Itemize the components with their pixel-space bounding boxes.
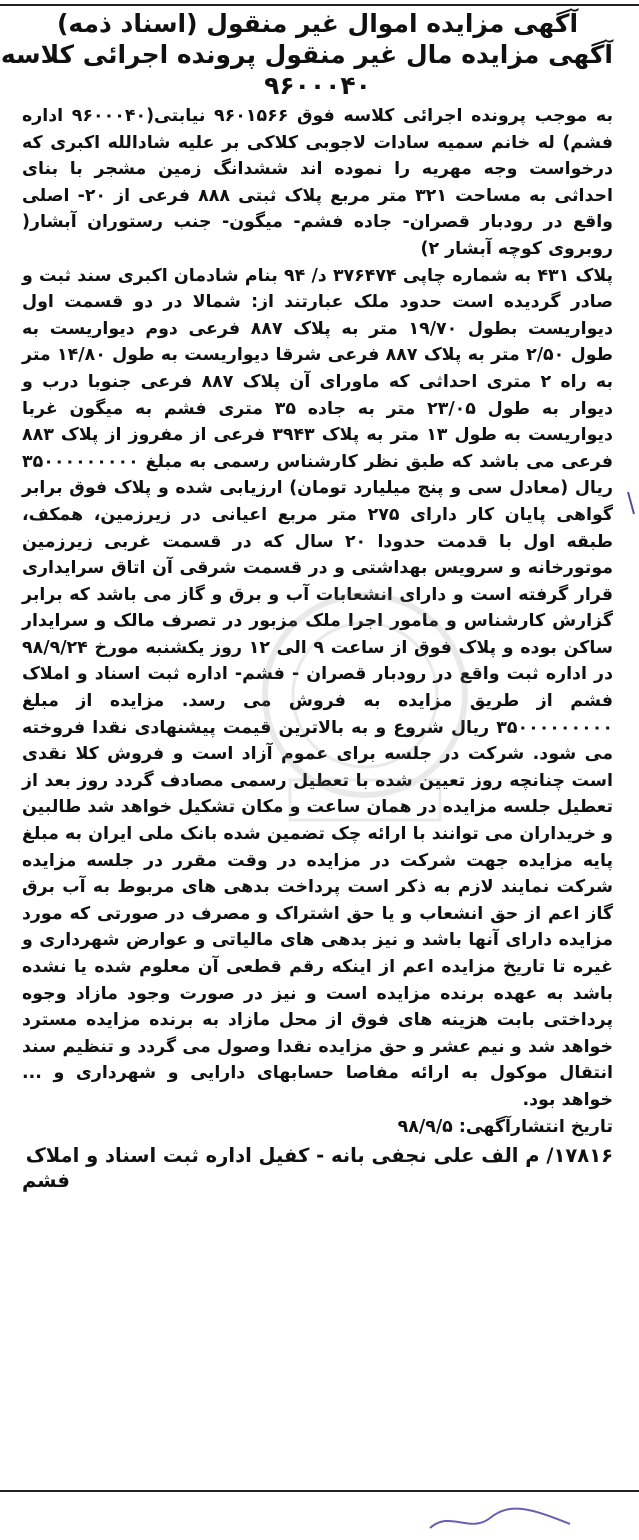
body-paragraph-1: به موجب پرونده اجرائی کلاسه فوق ۹۶۰۱۵۶۶ نیابتی(۹۶۰۰۰۴۰ اداره فشم) له خانم سمیه سادات لاجوبی کلاکی بر علیه شادالله اکبری که درخواست وجه مهریه را نموده اند ششدانگ زمین مشجر با بنای احداثی به مساحت ۳۲۱ متر مربع پلاک ثبتی ۸۸۸ فرعی از ۲۰- اصلی واقع در رودبار قصران- جاده فشم- میگون- جنب رستوران آبشار( روبروی کوچه آبشار ۲) <box>22 106 614 259</box>
body-paragraph-2: پلاک ۴۳۱ به شماره چاپی ۳۷۶۴۷۴ د/ ۹۴ بنام شادمان اکبری سند ثبت و صادر گردیده است حدود ملک عبارتند از: شمالا در دو قسمت اول دیواریست بطول ۱۹/۷۰ متر به پلاک ۸۸۷ فرعی دوم دیواریست به طول ۲/۵۰ متر به پلاک ۸۸۷ فرعی شرقا دیواریست به طول ۱۴/۸۰ متر به راه ۲ متری احداثی که ماورای آن پلاک ۸۸۷ فرعی جنوبا درب و دیوار به طول ۲۳/۰۵ متر به جاده ۳۵ متری فشم به میگون غربا دیواریست به طول ۱۳ متر به پلاک ۳۹۴۳ فرعی از مفروز از پلاک ۸۸۳ فرعی می باشد که طبق نظر کارشناس رسمی به مبلغ ۳۵۰۰۰۰۰۰۰۰۰ ریال (معادل سی و پنج میلیارد تومان) ارزیابی شده و پلاک فوق برابر گواهی پایان کار دارای ۲۷۵ متر مربع اعیانی در زیرزمین، همکف، طبقه اول با قدمت حدودا ۲۰ سال که در قسمت غربی زیرزمین موتورخانه و سرویس بهداشتی و در قسمت شرقی آن اتاق سرایداری قرار گرفته است و دارای انشعابات آب و برق و گاز می باشد که برابر گزارش کارشناس و مامور اجرا ملک مزبور در تصرف مالک و سرایدار ساکن بوده و پلاک فوق از ساعت ۹ الی ۱۲ روز یکشنبه مورخ ۹۸/۹/۲۴ در اداره ثبت واقع در رودبار قصران - فشم- اداره ثبت اسناد و املاک فشم از طریق مزایده به فروش می رسد. مزایده از مبلغ ۳۵۰۰۰۰۰۰۰۰۰ ریال شروع و به بالاترین قیمت پیشنهادی نقدا فروخته می شود. شرکت در جلسه برای عموم آزاد است و فروش کلا نقدی است چنانچه روز تعیین شده با تعطیل رسمی مصادف گردد روز بعد از تعطیل جلسه مزایده در همان ساعت و مکان تشکیل خواهد شد طالبین و خریداران می توانند با ارائه چک تضمین شده بانک ملی ایران به مبلغ پایه مزایده جهت شرکت در مزایده در وقت مقرر در جلسه مزایده شرکت نمایند لازم به ذکر است پرداخت بدهی های مربوط به آب برق گاز اعم از حق انشعاب و یا حق اشتراک و مصرف در صورتی که مورد مزایده دارای آنها باشد و نیز بدهی های مالیاتی و عوارض شهرداری و غیره تا تاریخ مزایده اعم از اینکه رقم قطعی آن معلوم شده یا نشده باشد به عهده برنده مزایده است و نیز در صورت وجود مازاد وجوه پرداختی بابت هزینه های فوق از محل مازاد به برنده مزایده مسترد خواهد شد و نیم عشر و حق مزایده نقدا وصول می گردد و تنظیم سند انتقال موکول به ارائه مفاصا حسابهای دارایی و شهرداری و ... خواهد بود. <box>22 265 614 1110</box>
signature-line: ۱۷۸۱۶/ م الف علی نجفی بانه - کفیل اداره ثبت اسناد و املاک <box>25 1144 613 1168</box>
handwriting-scribble-icon <box>420 1500 580 1538</box>
bottom-divider <box>0 1490 639 1492</box>
title-line-3: ۹۶۰۰۰۴۰ <box>264 71 371 100</box>
title-line-1: آگهی مزایده اموال غیر منقول (اسناد ذمه) <box>56 9 579 38</box>
title-line-2: آگهی مزایده مال غیر منقول پرونده اجرائی کلاسه <box>0 40 613 69</box>
notice-body <box>22 103 613 1114</box>
notice-title <box>0 8 613 101</box>
edge-mark-icon <box>626 490 636 516</box>
signature-tail: فشم <box>22 1169 70 1193</box>
publication-date: تاریخ انتشارآگهی: ۹۸/۹/۵ <box>397 1116 613 1137</box>
top-divider <box>0 4 639 6</box>
